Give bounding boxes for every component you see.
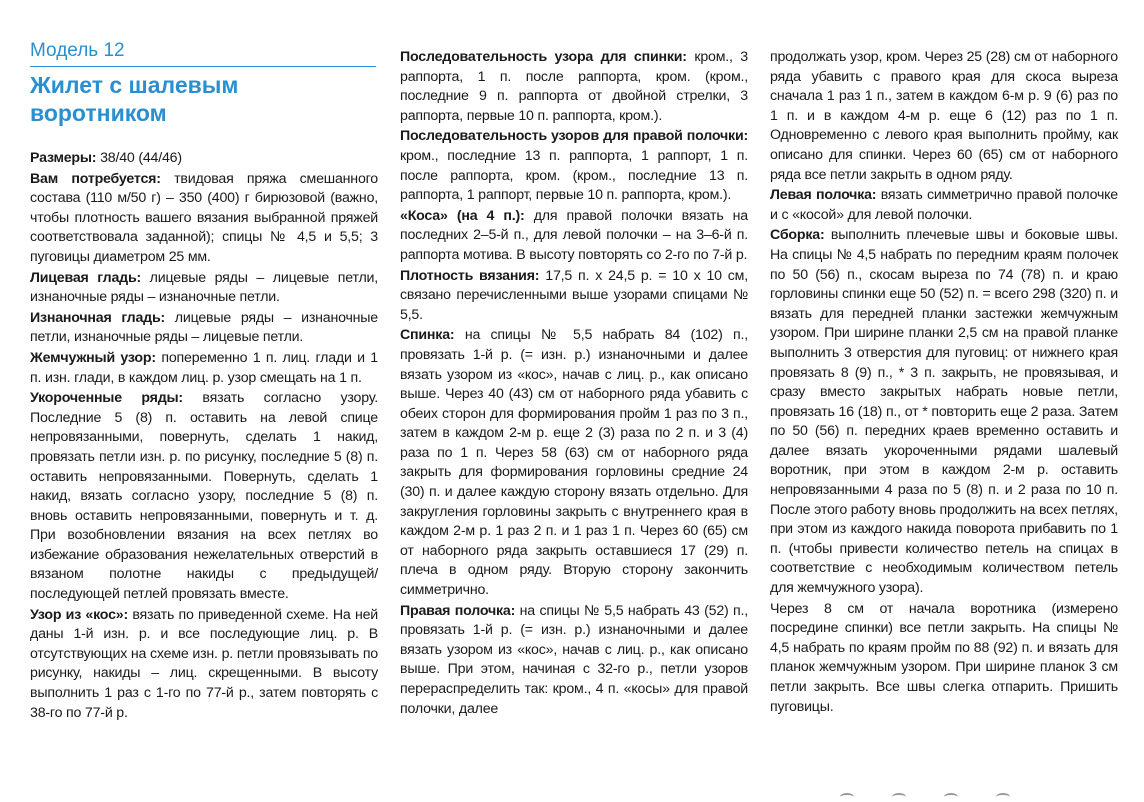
paragraph-heading: Сборка: (770, 227, 825, 244)
paragraph-heading: Правая полочка: (400, 602, 516, 619)
paragraph (770, 226, 1118, 598)
paragraph (400, 127, 748, 205)
paragraph-heading: Узор из «кос»: (30, 606, 128, 623)
col3-paragraphs (770, 48, 1118, 717)
paragraph-text: продолжать узор, кром. Через 25 (28) см от наборного ряда убавить с правого края для скоса выреза сначала 1 раз 1 п., затем в каждом 6-м р. 9 (6) раз по 1 п. и в каждом 4-м р. еще 6 (12) раз по 1 п. Одновременно с левого края выполнить пройму, как описано для спинки. Через 60 (65) см от наборного ряда все петли закрыть в одном ряду. (770, 49, 1118, 183)
paragraph (30, 149, 378, 169)
paragraph-text: Через 8 см от начала воротника (измерено посредине спинки) все петли закрыть. На спицы № 4,5 набрать по краям пройм по 88 (92) п. и вязать для планок жемчужным узором. При ширине планок 3 см петли закрыть. Все швы слегка отпарить. Пришить пуговицы. (770, 600, 1118, 715)
paragraph (30, 606, 378, 724)
paragraph-text: кром., 3 раппорта, 1 п. после раппорта, кром. (кром., последние 9 п. раппорта от двойной стрелки, 3 раппорта, первые 10 п. раппорта, кром.). (400, 49, 748, 124)
paragraph-heading: Последовательность узоров для правой полочки: (400, 128, 748, 145)
paragraph (400, 326, 748, 600)
model-number: Модель 12 (30, 40, 125, 61)
paragraph-heading: Вам потребуется: (30, 170, 161, 187)
dot-ornament (840, 793, 854, 801)
paragraph-text: твидовая пряжа смешанного состава (110 м/50 г) – 350 (400) г бирюзовой (важно, чтобы плотность вашего вязания выбранной пряжей соответствовала заданной); спицы № 4,5 и 5,5; 3 пуговицы диаметром 25 мм. (30, 170, 378, 265)
decorative-dots (840, 793, 1040, 802)
paragraph (30, 309, 378, 348)
paragraph-text: для правой полочки вязать на последних 2–5-й п., для левой полочки – на 3–6-й п. раппорта мотива. В высоту повторять со 2-го по 7-й р. (400, 207, 748, 263)
dot-ornament (944, 793, 958, 801)
paragraph (770, 48, 1118, 185)
paragraph-text: лицевые ряды – лицевые петли, изнаночные ряды – изнаночные петли. (30, 269, 379, 306)
column-1 (30, 40, 378, 724)
paragraph-text: вязать симметрично правой полочке и с «косой» для левой полочки. (770, 187, 1118, 223)
paragraph-text: 17,5 п. х 24,5 р. = 10 х 10 см, связано перечисленными выше узорами спицами № 5,5. (400, 267, 748, 323)
paragraph-text: попеременно 1 п. лиц. глади и 1 п. изн. глади, в каждом лиц. р. узор смещать на 1 п. (30, 349, 378, 386)
paragraph-heading: Размеры: (30, 150, 97, 166)
page-title: Жилет с шалевым воротником (30, 72, 239, 126)
column-2 (400, 48, 748, 720)
paragraph-heading: Спинка: (400, 327, 455, 344)
paragraph (400, 602, 748, 720)
paragraph-heading: Плотность вязания: (400, 267, 540, 284)
paragraph-heading: Последовательность узора для спинки: (400, 49, 687, 65)
paragraph (30, 269, 378, 308)
paragraph-heading: Укороченные ряды: (30, 390, 183, 407)
paragraph (400, 267, 748, 326)
paragraph-text: выполнить плечевые швы и боковые швы. На спицы № 4,5 набрать по передним краям полочек по 50 (56) п., скосам выреза по 74 (78) п. и краю горловины спинки еще 50 (52) п. = всего 298 (320) п. и вязать для передней планки застежки жемчужным узором. При ширине планки 2,5 см на правой планке выполнить 3 отверстия для пуговиц: от нижнего края провязать 8 (9) п., * 3 п. закрыть, не провязывая, и сразу вместо закрытых набрать новые петли, провязать 16 (18) п., от * повторить еще 2 раза. Затем по 50 (56) п. передних краев временно оставить и далее вязать укороченными рядами шалевый воротник, при этом в каждом 2-м р. оставить непровязанными 4 раза по 5 (8) п. и 2 раза по 10 п. После этого работу вновь продолжить на всех петлях, при этом из каждого накида поворота прибавить по 1 п. (чтобы привести количество петель на спицах в соответствие с необходимым количеством петель для жемчужного узора). (770, 227, 1118, 597)
paragraph-text: лицевые ряды – изнаночные петли, изнаночные ряды – лицевые петли. (30, 309, 378, 346)
paragraph-heading: «Коса» (на 4 п.): (400, 207, 525, 224)
paragraph-text: вязать согласно узору. Последние 5 (8) п. оставить на левой спице непровязанными, повернуть, сделать 1 накид, провязать петли изн. р. по рисунку, последние 5 (8) п. оставить непровязанными. Повернуть, сделать 1 накид, вязать согласно узору, последние 5 (8) п. вновь оставить непровязанными, повернуть и т. д. При возобновлении вязания на всех петлях во избежание образования нежелательных отверстий в вязаном полотне накиды с предыдущей/последующей петлей провязать вместе. (30, 390, 378, 603)
paragraph-heading: Изнаночная гладь: (30, 309, 166, 326)
paragraph (400, 207, 748, 266)
col1-paragraphs (30, 149, 378, 723)
paragraph-text: вязать по приведенной схеме. На ней даны 1-й изн. р. и все последующие лиц. р. В отсутствующих на схеме изн. р. петли провязывать по рисунку, накиды – лиц. скрещенными. В высоту выполнить 1 раз с 1-го по 77-й р., затем повторять с 38-го по 77-й р. (30, 606, 378, 721)
paragraph-text: 38/40 (44/46) (96, 150, 182, 166)
paragraph-text: кром., последние 13 п. раппорта, 1 раппорт, 1 п. после раппорта, кром. (кром., последние 13 п. раппорта, 1 раппорт, первые 10 п. раппорта, кром.). (400, 147, 748, 204)
paragraph (30, 349, 378, 388)
paragraph-heading: Жемчужный узор: (30, 349, 156, 366)
paragraph (770, 600, 1118, 718)
dot-ornament (996, 793, 1010, 801)
paragraph (770, 186, 1118, 225)
paragraph-heading: Левая полочка: (770, 187, 877, 204)
column-3 (770, 48, 1118, 718)
paragraph-heading: Лицевая гладь: (30, 269, 141, 286)
col2-paragraphs (400, 48, 748, 719)
paragraph (30, 170, 378, 268)
paragraph (30, 389, 378, 605)
dot-ornament (892, 793, 906, 801)
paragraph-text: на спицы № 5,5 набрать 84 (102) п., провязать 1-й р. (= изн. р.) изнаночными и далее вязать узором из «кос», начав с лиц. р., как описано выше. Через 40 (43) см от наборного ряда убавить с обеих сторон для формирования пройм 1 раз по 3 п., затем в каждом 2-м р. еще 2 (3) раза по 2 п. и 3 (4) раза по 1 п. Через 58 (63) см от наборного ряда закрыть для формирования горловины средние 24 (30) п. и далее каждую сторону вязать отдельно. Для закругления горловины закрыть с внутреннего края в каждом 2-м р. 1 раз 2 п. и 1 раз 1 п. Через 60 (65) см от наборного ряда закрыть оставшиеся 17 (29) п. плеча в одном ряду. Вторую сторону закончить симметрично. (400, 327, 748, 599)
paragraph-text: на спицы № 5,5 набрать 43 (52) п., провязать 1-й р. (= изн. р.) изнаночными и далее вязать узором из «кос», начав с лиц. р., как описано выше. При этом, начиная с 32-го р., петли узоров перераспределить так: кром., 4 п. «косы» для правой полочки, далее (400, 602, 749, 717)
title-rule (30, 66, 376, 67)
paragraph (400, 48, 748, 126)
